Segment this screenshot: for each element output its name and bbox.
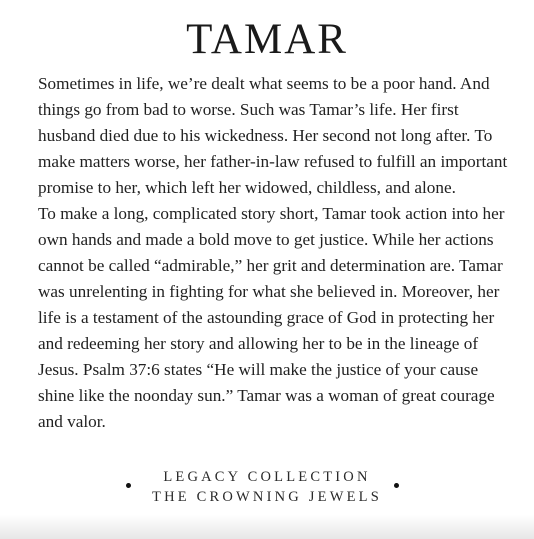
paragraph-1: Sometimes in life, we’re dealt what seems to be a poor hand. And things go from bad to worse. Such was Tamar’s life. Her first husband died due to his wickedness. Her second not long after. To make matters worse, her father-in-law refused to fulfill an important promise to her, which left her widowed, childless, and alone. bbox=[38, 74, 508, 197]
footer-line-2: THE CROWNING JEWELS bbox=[152, 489, 382, 505]
footer-line-1: LEGACY COLLECTION bbox=[163, 469, 371, 485]
paragraph-2: To make a long, complicated story short, Tamar took action into her own hands and made a bold move to get justice. While her actions cannot be called “admirable,” her grit and determination are. Tamar was unrelenting in fighting for what she believed in. Moreover, her life is a testament of the astounding grace of God in protecting her and redeeming her story and allowing her to be in the lineage of Jesus. Psalm 37:6 states “He will make the justice of your cause shine like the noonday sun.” Tamar was a woman of great courage and valor. bbox=[38, 204, 505, 431]
bullet-dot-right bbox=[394, 483, 399, 488]
bottom-shadow bbox=[0, 515, 534, 539]
page-title: TAMAR bbox=[186, 16, 348, 63]
footer-collection bbox=[0, 467, 534, 507]
body-text bbox=[38, 71, 508, 435]
